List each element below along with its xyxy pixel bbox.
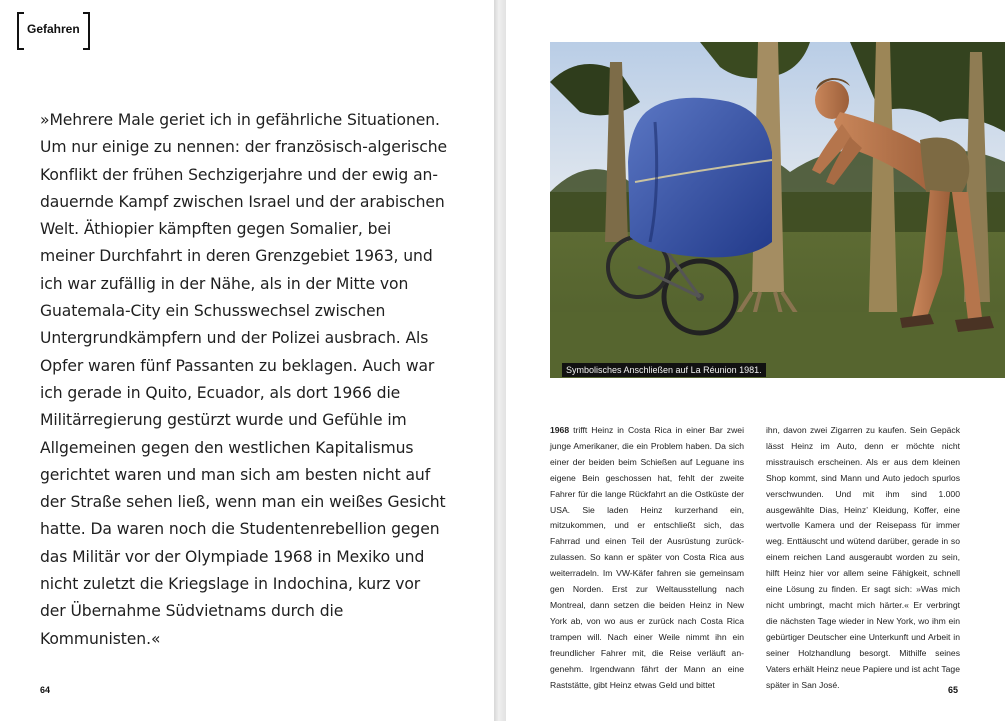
pull-quote: »Mehrere Male geriet ich in gefährliche Situationen. Um nur einige zu nennen: der französisch-algerische Konflikt der frühen Sechzigerjahre und der ewig andauernde Kampf zwischen Israel und der arabischen Welt. Äthiopier kämpften gegen Somalier, bei meiner Durchfahrt in deren Grenzgebiet 1963, und ich war zufällig in der Nähe, als in der Mitte von Guatemala-City ein Schusswechsel zwischen Untergrundkämpfern und der Polizei ausbrach. Als Opfer waren fünf Passanten zu beklagen. Auch war ich gerade in Quito, Ecuador, als dort 1966 die Militärregierung gestürzt wurde und Gefühle im Allgemeinen gegen den westlichen Kapitalismus gerichtet waren und man sich am besten nicht auf der Straße sehen ließ, wenn man ein weißes Gesicht hatte. Da waren noch die Studentenrebellion gegen das Militär vor der Olympiade 1968 in Mexiko und nicht zuletzt die Kriegslage in Indochina, kurz vor der Übernahme Südvietnams durch die Kommunisten.« (40, 111, 448, 648)
photo-caption: Symbolisches Anschließen auf La Réunion 1981. (562, 363, 766, 377)
year-lead: 1968 (550, 425, 570, 435)
body-text-columns (550, 423, 960, 693)
photo-man-with-bicycle (550, 42, 1005, 378)
text-column-1 (550, 423, 744, 693)
text-column-2: ihn, davon zwei Zigarren zu kaufen. Sein Gepäck lässt Heinz im Auto, denn er möchte nicht misstrauisch erscheinen. Als er aus dem kleinen Shop kommt, sind Mann und Auto jedoch spurlos verschwunden. Und mit ihm sind 1.000 ausgewählte Dias, Heinz’ Kleidung, Koffer, eine wertvolle Kamera und der Reisepass für immer weg. Enttäuscht und wütend darüber, gerade in so einem reichen Land ausgeraubt worden zu sein, hilft Heinz hier vor allem seine Fähigkeit, schnell eine Lösung zu finden. Er sagt sich: »Was mich nicht umbringt, macht mich härter.« Er verbringt die nächsten Tage wieder in New York, wo ihm ein gebürtiger Deutscher eine Unterkunft und Arbeit in seiner Holzhandlung besorgt. Mithilfe seines Vaters erhält Heinz neue Papiere und ist acht Tage später in San José. (766, 425, 960, 690)
page-number-right: 65 (948, 685, 959, 695)
book-gutter (494, 0, 506, 721)
section-label: Gefahren (17, 12, 90, 46)
left-page (0, 0, 494, 721)
page-number-left: 64 (40, 685, 51, 695)
right-page (506, 0, 1005, 721)
text-column-1-body: trifft Heinz in Costa Rica in einer Bar zwei junge Amerikaner, die ein Problem haben. Da sich einer der beiden beim Schießen auf Leguane ins eigene Bein geschossen hat, fehlt der zweite Fahrer für die lange Rückfahrt an die Ostküste der USA. Sie laden Heinz kurzerhand ein, mitzukommen, und er entschließt sich, das Fahrrad und einen Teil der Ausrüstung zurückzulassen. So kann er später von Costa Rica aus weiterradeln. Im VW-Käfer fahren sie gemeinsam gen Norden. Erst zur Weltausstellung nach Montreal, dann setzen die beiden Heinz in New York ab, von wo aus er zurück nach Costa Rica trampen will. Nach einer Weile nimmt ihn ein freundlicher Fahrer mit, die Reise verläuft angenehm. Irgendwann fährt der Mann an eine Raststätte, gibt Heinz etwas Geld und bittet (550, 425, 744, 690)
